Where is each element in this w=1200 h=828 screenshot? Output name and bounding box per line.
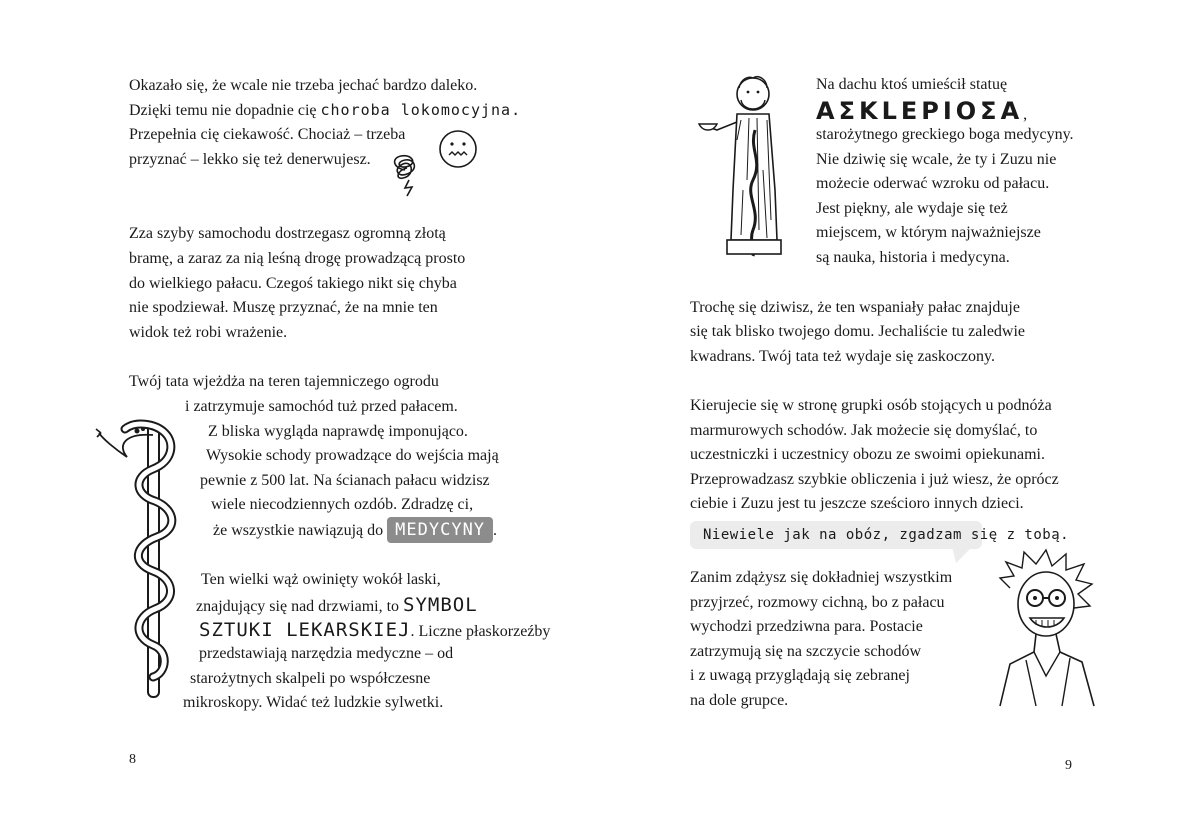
right-page: [600, 0, 1200, 828]
text-line: starożytnego greckiego boga medycyny.: [816, 126, 1074, 143]
text-line: Nie dziwię się wcale, że ty i Zuzu nie: [816, 151, 1057, 168]
text-line: wiele niecodziennych ozdób. Zdradzę ci,: [211, 496, 474, 513]
text-line: wychodzi przedziwna para. Postacie: [690, 618, 923, 635]
handwritten-phrase: SZTUKI LEKARSKIEJ: [199, 619, 411, 641]
text-line: Zza szyby samochodu dostrzegasz ogromną złotą: [129, 225, 446, 242]
text-line: SZTUKI LEKARSKIEJ. Liczne płaskorzeźby: [199, 619, 551, 641]
scribble-cloud-icon: [385, 150, 427, 198]
text-line: starożytnych skalpeli po współczesne: [190, 670, 431, 687]
medycyny-highlight: MEDYCYNY: [387, 517, 493, 543]
text-line: i zatrzymuje samochód tuż przed pałacem.: [185, 398, 458, 415]
text-line: Przeprowadzasz szybkie obliczenia i już wiesz, że oprócz: [690, 471, 1059, 488]
text-line: do wielkiego pałacu. Czegoś takiego nikt się chyba: [129, 275, 457, 292]
speech-bubble-tail: [950, 547, 976, 565]
text-line: mikroskopy. Widać też ludzkie sylwetki.: [183, 694, 444, 711]
text-line: Na dachu ktoś umieścił statuę: [816, 76, 1008, 93]
text-line: kwadrans. Twój tata też wydaje się zaskoczony.: [690, 348, 995, 365]
text-line: nie spodziewał. Muszę przyznać, że na mnie ten: [129, 299, 438, 316]
text-line: Z bliska wygląda naprawdę imponująco.: [208, 423, 468, 440]
text-line: ΑΣΚLΕΡΙΟΣΑ,: [816, 97, 1028, 125]
text-line: przyjrzeć, rozmowy cichną, bo z pałacu: [690, 594, 945, 611]
text-line: pewnie z 500 lat. Na ścianach pałacu widzisz: [200, 472, 490, 489]
text-line: znajdujący się nad drzwiami, to SYMBOL: [196, 594, 478, 616]
text-line: są nauka, historia i medycyna.: [816, 249, 1010, 266]
text-line: przyznać – lekko się też denerwujesz.: [129, 151, 371, 168]
text-line: Przepełnia cię ciekawość. Chociaż – trzeba: [129, 126, 406, 143]
text-line: uczestniczki i uczestnicy obozu ze swoimi opiekunami.: [690, 446, 1045, 463]
text-line: ciebie i Zuzu jest tu jeszcze sześcioro innych dzieci.: [690, 495, 1024, 512]
text-line: przedstawiają narzędzia medyczne – od: [199, 645, 454, 662]
page-number: 8: [129, 752, 136, 767]
text-line: Okazało się, że wcale nie trzeba jechać bardzo daleko.: [129, 77, 478, 94]
text-line: Wysokie schody prowadzące do wejścia mają: [206, 447, 499, 464]
text-line: Jest piękny, ale wydaje się też: [816, 200, 1008, 217]
text-line: miejscem, w którym najważniejsze: [816, 224, 1041, 241]
text-line: na dole grupce.: [690, 692, 789, 709]
text-line: Dzięki temu nie dopadnie cię choroba lokomocyjna.: [129, 101, 522, 119]
text-line: i z uwagą przyglądają się zebranej: [690, 667, 910, 684]
nervous-face-icon: [437, 128, 479, 170]
text-line: marmurowych schodów. Jak możecie się domyślać, to: [690, 422, 1038, 439]
text-line: widok też robi wrażenie.: [129, 324, 288, 341]
text-line: bramę, a zaraz za nią leśną drogę prowadzącą prosto: [129, 250, 466, 267]
page-number: 9: [1065, 758, 1072, 773]
text-line: zatrzymują się na szczycie schodów: [690, 643, 922, 660]
asklepiosa-title: ΑΣΚLΕΡΙΟΣΑ: [816, 97, 1024, 125]
text-line: Ten wielki wąż owinięty wokół laski,: [201, 571, 441, 588]
text-line: Trochę się dziwisz, że ten wspaniały pałac znajduje: [690, 299, 1020, 316]
handwritten-phrase: choroba lokomocyjna.: [320, 101, 522, 119]
text-line: Twój tata wjeżdża na teren tajemniczego ogrodu: [129, 373, 439, 390]
rod-of-asclepius-illustration: [95, 405, 190, 700]
handwritten-phrase: SYMBOL: [403, 594, 478, 616]
text-line: Zanim zdążysz się dokładniej wszystkim: [690, 569, 953, 586]
text-line: Kierujecie się w stronę grupki osób stojących u podnóża: [690, 397, 1052, 414]
text-line: że wszystkie nawiązują do MEDYCYNY .: [213, 517, 497, 543]
asclepius-statue-illustration: [697, 70, 792, 260]
text-line: się tak blisko twojego domu. Jechaliście tu zaledwie: [690, 323, 1026, 340]
text-line: możecie oderwać wzroku od pałacu.: [816, 175, 1050, 192]
speech-bubble-text: Niewiele jak na obóz, zgadzam się z tobą.: [703, 527, 1070, 543]
